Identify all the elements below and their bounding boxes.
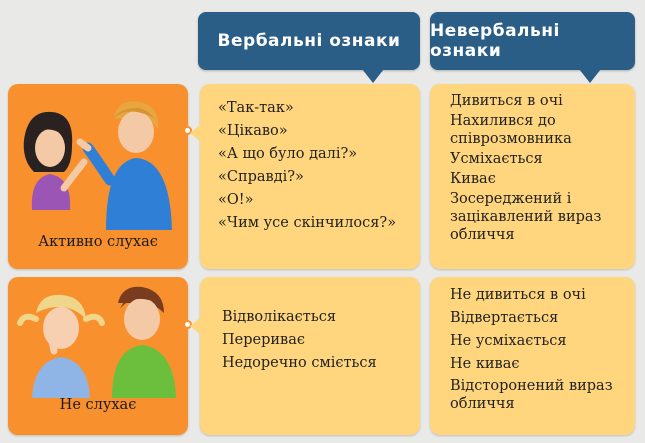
header-nonverbal [430,12,635,70]
list-item: Зосереджений і зацікавлений вираз обличчя [450,191,602,243]
list-item: Відсторонений вираз обличчя [450,378,613,412]
passive-listener-panel [8,277,188,435]
list-item: «Справді?» [218,169,304,185]
passive-verbal-list [222,307,377,376]
active-verbal-box [200,84,420,269]
list-item: Відволікається [222,309,336,325]
passive-listener-caption: Не слухає [59,397,137,413]
list-item: Не киває [450,356,520,372]
active-verbal-pointer [190,124,201,142]
list-item: «Цікаво» [218,123,288,139]
active-listener-panel [8,84,188,269]
passive-nonverbal-box [430,277,635,435]
list-item: Не дивиться в очі [450,287,586,303]
active-verbal-list [218,98,396,236]
active-listeners-illustration [14,90,184,230]
list-item: «О!» [218,192,254,208]
header-nonverbal-pointer [579,69,601,83]
list-item: Перериває [222,332,305,348]
list-item: Відвертається [450,310,559,326]
passive-listeners-illustration [14,283,184,398]
list-item: «Так-так» [218,100,294,116]
list-item: Дивиться в очі [450,93,563,109]
passive-nonverbal-list [450,285,630,415]
list-item: Киває [450,171,496,187]
header-verbal [198,12,420,70]
active-listener-caption: Активно слухає [38,234,158,250]
active-nonverbal-list [450,92,630,246]
list-item: Усміхається [450,151,543,167]
passive-verbal-box [200,277,420,435]
list-item: Недоречно сміється [222,355,377,371]
active-nonverbal-box [430,84,635,269]
header-verbal-pointer [362,69,384,83]
list-item: «А що було далі?» [218,146,358,162]
list-item: «Чим усе скінчилося?» [218,215,397,231]
header-verbal-label: Вербальні ознаки [217,31,401,51]
header-nonverbal-label: Невербальні ознаки [430,21,560,61]
list-item: Не усміхається [450,333,567,349]
passive-verbal-pointer [190,317,201,335]
list-item: Нахилився до співрозмовника [450,113,572,147]
